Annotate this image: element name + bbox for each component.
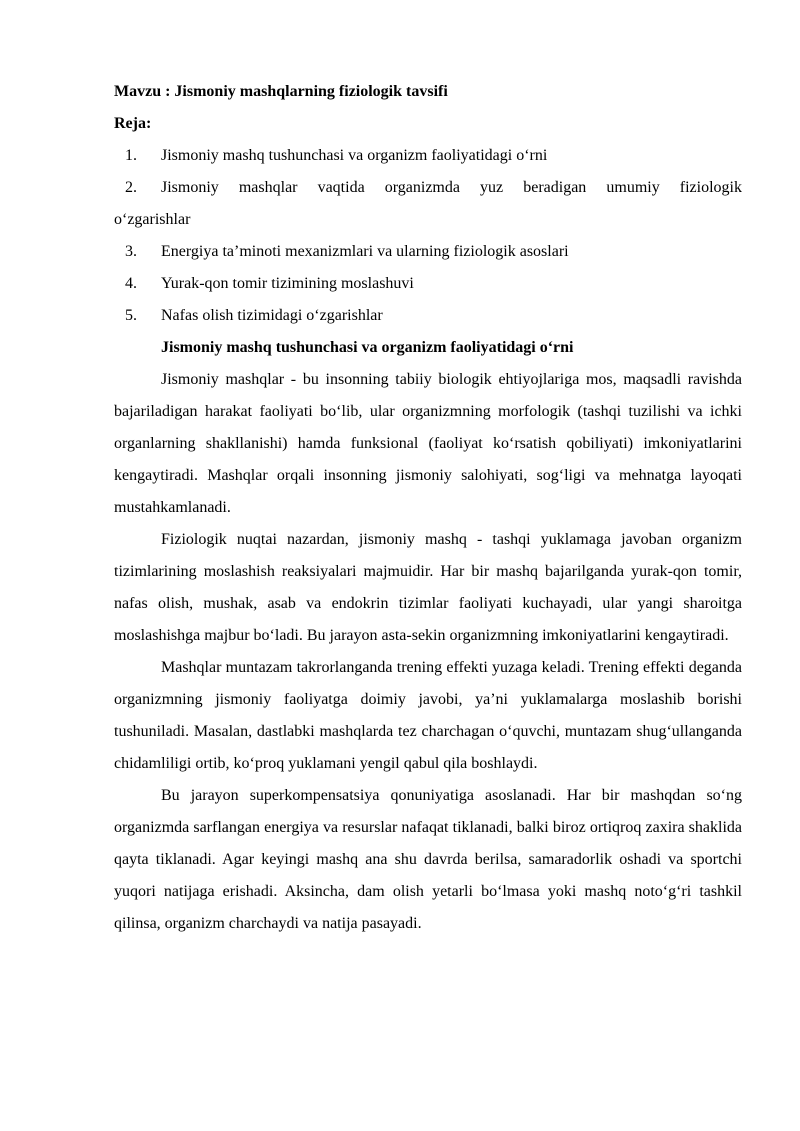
section-heading: Jismoniy mashq tushunchasi va organizm faoliyatidagi o‘rni: [161, 339, 574, 356]
plan-item: [114, 236, 742, 268]
body-paragraph: Bu jarayon superkompensatsiya qonuniyatiga asoslanadi. Har bir mashqdan so‘ng organizmda sarflangan energiya va resurslar nafaqat tiklanadi, balki biroz ortiqroq zaxira shaklida qayta tiklanadi. Agar keyingi mashq ana shu davrda berilsa, samaradorlik oshadi va sportchi yuqori natijaga erishadi. Aksincha, dam olish yetarli bo‘lmasa yoki mashq noto‘g‘ri tashkil qilinsa, organizm charchaydi va natija pasayadi.: [114, 787, 742, 932]
plan-item-text: Jismoniy mashq tushunchasi va organizm faoliyatidagi o‘rni: [161, 147, 548, 164]
plan-item: [114, 140, 742, 172]
plan-item-number: 2.: [125, 179, 137, 196]
document-page: [114, 76, 742, 940]
plan-heading: Reja:: [114, 115, 152, 132]
plan-item-text-continuation: o‘zgarishlar: [114, 211, 191, 228]
body-paragraph: Mashqlar muntazam takrorlanganda trening effekti yuzaga keladi. Trening effekti deganda organizmning jismoniy faoliyatga doimiy javobi, ya’ni yuklamalarga moslashib borishi tushuniladi. Masalan, dastlabki mashqlarda tez charchagan o‘quvchi, muntazam shug‘ullanganda chidamliligi ortib, ko‘proq yuklamani yengil qabul qila boshlaydi.: [114, 659, 742, 772]
plan-item: [114, 172, 742, 236]
plan-item-number: 3.: [125, 243, 137, 260]
plan-item-text: Jismoniy mashqlar vaqtida organizmda yuz beradigan umumiy fiziologik: [161, 179, 742, 196]
plan-item: [114, 268, 742, 300]
plan-item-number: 4.: [125, 275, 137, 292]
plan-item-text: Energiya ta’minoti mexanizmlari va ularning fiziologik asoslari: [161, 243, 569, 260]
document-title: Mavzu : Jismoniy mashqlarning fiziologik tavsifi: [114, 83, 448, 100]
plan-item-number: 1.: [125, 147, 137, 164]
plan-item-text: Nafas olish tizimidagi o‘zgarishlar: [161, 307, 383, 324]
plan-item-text: Yurak-qon tomir tizimining moslashuvi: [161, 275, 414, 292]
body-paragraph: Fiziologik nuqtai nazardan, jismoniy mashq - tashqi yuklamaga javoban organizm tizimlarining moslashish reaksiyalari majmuidir. Har bir mashq bajarilganda yurak-qon tomir, nafas olish, mushak, asab va endokrin tizimlar faoliyati kuchayadi, ular yangi sharoitga moslashishga majbur bo‘ladi. Bu jarayon asta-sekin organizmning imkoniyatlarini kengaytiradi.: [114, 531, 742, 644]
plan-list: [114, 140, 742, 332]
plan-item: [114, 300, 742, 332]
plan-item-number: 5.: [125, 307, 137, 324]
body-paragraph: Jismoniy mashqlar - bu insonning tabiiy biologik ehtiyojlariga mos, maqsadli ravishda bajariladigan harakat faoliyati bo‘lib, ular organizmning morfologik (tashqi tuzilishi va ichki organlarning shakllanishi) hamda funksional (faoliyat ko‘rsatish qobiliyati) imkoniyatlarini kengaytiradi. Mashqlar orqali insonning jismoniy salohiyati, sog‘ligi va mehnatga layoqati mustahkamlanadi.: [114, 371, 742, 516]
